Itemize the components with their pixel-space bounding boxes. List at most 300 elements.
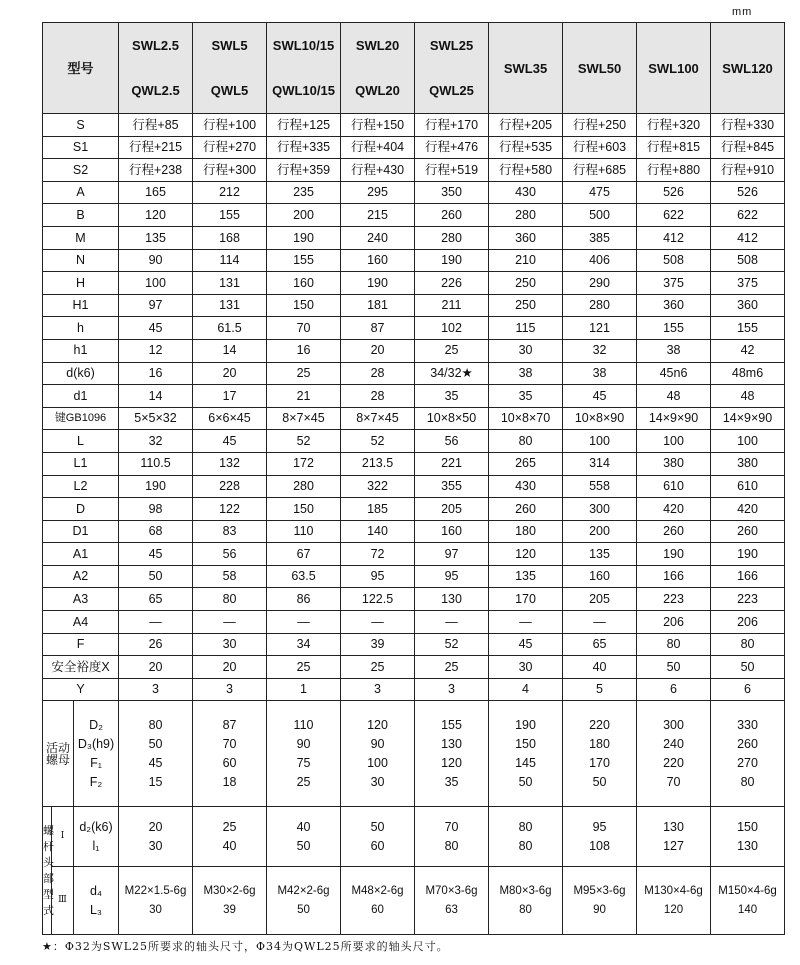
table-cell: 97	[415, 543, 489, 566]
table-cell: 160	[267, 272, 341, 295]
table-cell: 12	[119, 339, 193, 362]
type-iii-values-cell	[119, 867, 193, 935]
model-name-primary: SWL25	[429, 38, 474, 53]
table-cell: 20	[148, 819, 163, 834]
type-iii-roman: Ⅲ	[52, 867, 74, 935]
type-iii-values-cell	[193, 867, 267, 935]
table-cell: 260	[415, 204, 489, 227]
param-label: L	[43, 430, 119, 453]
table-cell: 190	[637, 543, 711, 566]
table-cell: 135	[489, 565, 563, 588]
model-column-header	[193, 23, 267, 114]
table-cell: 90	[296, 736, 311, 751]
table-row	[43, 136, 785, 159]
table-cell: 130	[663, 819, 684, 834]
model-name-primary: SWL100	[648, 60, 699, 76]
table-cell: 50	[370, 819, 385, 834]
table-cell: 行程+205	[489, 114, 563, 137]
table-cell: 45	[193, 430, 267, 453]
table-cell: 131	[193, 272, 267, 295]
table-cell: 300	[563, 498, 637, 521]
table-cell: 行程+815	[637, 136, 711, 159]
table-cell: 5×5×32	[119, 407, 193, 430]
table-cell: 17	[193, 385, 267, 408]
table-cell: 3	[119, 678, 193, 701]
model-name-primary: SWL5	[211, 38, 248, 53]
table-cell: 205	[415, 498, 489, 521]
model-column-header	[711, 23, 785, 114]
table-cell: 39	[341, 633, 415, 656]
table-cell: 60	[222, 755, 237, 770]
table-cell: 526	[711, 181, 785, 204]
param-label: 键GB1096	[43, 407, 119, 430]
nut-values-cell	[637, 701, 711, 807]
table-row	[43, 317, 785, 340]
table-cell: 20	[193, 656, 267, 679]
table-cell: 26	[119, 633, 193, 656]
table-cell: 420	[637, 498, 711, 521]
table-cell: 132	[193, 452, 267, 475]
table-cell: 375	[711, 272, 785, 295]
table-cell: 150	[267, 498, 341, 521]
type-iii-values-cell	[489, 867, 563, 935]
table-cell: 160	[341, 249, 415, 272]
table-cell: 30	[148, 838, 163, 853]
table-cell: 行程+215	[119, 136, 193, 159]
table-cell: 70	[444, 819, 459, 834]
table-cell: 1	[267, 678, 341, 701]
table-row	[43, 159, 785, 182]
table-cell: 80	[444, 838, 459, 853]
table-cell: 52	[341, 430, 415, 453]
nut-values-cell	[711, 701, 785, 807]
table-cell: 87	[341, 317, 415, 340]
table-cell: 45n6	[637, 362, 711, 385]
table-cell: 48	[637, 385, 711, 408]
table-cell: M22×1.5-6g	[124, 884, 187, 897]
table-cell: 61.5	[193, 317, 267, 340]
table-cell: 110	[267, 520, 341, 543]
table-cell: 56	[193, 543, 267, 566]
table-cell: 行程+535	[489, 136, 563, 159]
table-cell: 50	[119, 565, 193, 588]
table-cell: 行程+910	[711, 159, 785, 182]
table-cell: 48m6	[711, 362, 785, 385]
table-cell: 155	[637, 317, 711, 340]
table-cell: 34	[267, 633, 341, 656]
table-cell: 56	[415, 430, 489, 453]
table-cell: 430	[489, 181, 563, 204]
table-cell: 558	[563, 475, 637, 498]
table-cell: 80	[193, 588, 267, 611]
table-cell: —	[119, 611, 193, 634]
table-cell: 102	[415, 317, 489, 340]
table-cell: 260	[637, 520, 711, 543]
table-cell: 75	[296, 755, 311, 770]
table-cell: 380	[637, 452, 711, 475]
model-header	[43, 23, 119, 114]
table-cell: 508	[711, 249, 785, 272]
table-cell: 90	[370, 736, 385, 751]
nut-param-label: D₂	[89, 717, 103, 732]
table-cell: 130	[737, 838, 758, 853]
footnote: ★：Φ32为SWL25所要求的轴头尺寸，Φ34为QWL25所要求的轴头尺寸。	[42, 940, 449, 953]
table-cell: 行程+880	[637, 159, 711, 182]
table-cell: 30	[193, 633, 267, 656]
table-cell: 95	[415, 565, 489, 588]
table-cell: 412	[711, 226, 785, 249]
table-cell: 360	[711, 294, 785, 317]
table-cell: 322	[341, 475, 415, 498]
table-cell: M130×4-6g	[644, 884, 703, 897]
shaft-type-iii-row	[43, 867, 785, 935]
table-cell: 行程+85	[119, 114, 193, 137]
table-row	[43, 678, 785, 701]
table-cell: 39	[223, 903, 236, 916]
table-cell: 80	[711, 633, 785, 656]
table-cell: 170	[589, 755, 610, 770]
table-cell: 40	[296, 819, 311, 834]
table-cell: 406	[563, 249, 637, 272]
table-cell: 100	[711, 430, 785, 453]
table-cell: 行程+170	[415, 114, 489, 137]
table-cell: 20	[341, 339, 415, 362]
type-i-values-cell	[267, 807, 341, 867]
table-cell: 155	[267, 249, 341, 272]
table-cell: 265	[489, 452, 563, 475]
table-cell: 122.5	[341, 588, 415, 611]
table-row	[43, 385, 785, 408]
model-column-header	[563, 23, 637, 114]
table-cell: 80	[148, 717, 163, 732]
table-cell: 210	[489, 249, 563, 272]
type-iii-values-cell	[637, 867, 711, 935]
table-cell: 500	[563, 204, 637, 227]
table-cell: 25	[415, 656, 489, 679]
table-cell: 32	[119, 430, 193, 453]
table-cell: 25	[341, 656, 415, 679]
param-label: d(k6)	[43, 362, 119, 385]
shaft-param-label: d₄	[89, 883, 103, 898]
table-cell: 15	[148, 774, 163, 789]
table-cell: 155	[711, 317, 785, 340]
table-cell: 14×9×90	[637, 407, 711, 430]
param-label: L2	[43, 475, 119, 498]
table-cell: 155	[193, 204, 267, 227]
type-i-roman: I	[52, 807, 74, 867]
table-cell: 355	[415, 475, 489, 498]
table-cell: 114	[193, 249, 267, 272]
table-row	[43, 475, 785, 498]
table-cell: 100	[367, 755, 388, 770]
table-cell: 110.5	[119, 452, 193, 475]
table-cell: 45	[563, 385, 637, 408]
table-cell: 72	[341, 543, 415, 566]
table-cell: 80	[518, 838, 533, 853]
table-cell: 80	[518, 819, 533, 834]
table-row	[43, 498, 785, 521]
table-cell: 260	[737, 736, 758, 751]
param-label: S2	[43, 159, 119, 182]
table-cell: 45	[148, 755, 163, 770]
table-cell: 127	[663, 838, 684, 853]
table-cell: 80	[740, 774, 755, 789]
table-cell: 165	[119, 181, 193, 204]
table-cell: 120	[489, 543, 563, 566]
table-cell: 70	[222, 736, 237, 751]
model-name-secondary: QWL25	[429, 83, 474, 98]
table-cell: 200	[267, 204, 341, 227]
table-cell: 226	[415, 272, 489, 295]
table-cell: 250	[489, 272, 563, 295]
table-cell: 10×8×90	[563, 407, 637, 430]
table-cell: 181	[341, 294, 415, 317]
table-cell: —	[267, 611, 341, 634]
table-cell: 220	[589, 717, 610, 732]
table-cell: 行程+150	[341, 114, 415, 137]
model-column-header	[415, 23, 489, 114]
table-cell: 120	[367, 717, 388, 732]
param-label: h	[43, 317, 119, 340]
nut-values-cell	[489, 701, 563, 807]
type-iii-values-cell	[341, 867, 415, 935]
table-cell: 63	[445, 903, 458, 916]
table-cell: 35	[415, 385, 489, 408]
table-cell: 190	[711, 543, 785, 566]
table-cell: 行程+300	[193, 159, 267, 182]
table-cell: 5	[563, 678, 637, 701]
table-cell: 90	[119, 249, 193, 272]
table-cell: 610	[711, 475, 785, 498]
table-cell: 212	[193, 181, 267, 204]
table-cell: 430	[489, 475, 563, 498]
table-cell: 172	[267, 452, 341, 475]
table-cell: 622	[637, 204, 711, 227]
table-cell: 14	[119, 385, 193, 408]
table-cell: 190	[119, 475, 193, 498]
table-cell: 300	[663, 717, 684, 732]
table-cell: 122	[193, 498, 267, 521]
table-cell: —	[415, 611, 489, 634]
nut-side-label: 活动螺母	[43, 701, 74, 807]
table-cell: 228	[193, 475, 267, 498]
table-cell: 行程+125	[267, 114, 341, 137]
table-cell: 14×9×90	[711, 407, 785, 430]
table-cell: 95	[341, 565, 415, 588]
table-cell: 110	[293, 717, 314, 732]
table-cell: 50	[592, 774, 607, 789]
table-cell: 行程+250	[563, 114, 637, 137]
table-cell: 290	[563, 272, 637, 295]
shaft-side-label: 螺杆头部型式	[43, 807, 52, 935]
table-cell: 行程+580	[489, 159, 563, 182]
table-cell: 21	[267, 385, 341, 408]
param-label: Y	[43, 678, 119, 701]
table-cell: 240	[663, 736, 684, 751]
table-cell: 135	[563, 543, 637, 566]
type-iii-values-cell	[711, 867, 785, 935]
model-name-primary: SWL20	[355, 38, 400, 53]
table-cell: 98	[119, 498, 193, 521]
table-cell: 213.5	[341, 452, 415, 475]
table-cell: 220	[663, 755, 684, 770]
param-label: S1	[43, 136, 119, 159]
model-column-header	[637, 23, 711, 114]
param-label: A2	[43, 565, 119, 588]
table-cell: 行程+100	[193, 114, 267, 137]
table-cell: 80	[637, 633, 711, 656]
table-cell: 508	[637, 249, 711, 272]
table-cell: 45	[119, 543, 193, 566]
table-cell: 50	[296, 838, 311, 853]
table-cell: 280	[415, 226, 489, 249]
table-row	[43, 543, 785, 566]
table-cell: 行程+430	[341, 159, 415, 182]
table-cell: 280	[489, 204, 563, 227]
nut-param-label: F₁	[90, 755, 102, 770]
table-cell: 223	[637, 588, 711, 611]
table-cell: 63.5	[267, 565, 341, 588]
table-cell: 206	[637, 611, 711, 634]
table-cell: 行程+476	[415, 136, 489, 159]
nut-values-cell	[341, 701, 415, 807]
table-row	[43, 114, 785, 137]
table-row	[43, 565, 785, 588]
table-cell: 30	[370, 774, 385, 789]
table-cell: 3	[341, 678, 415, 701]
table-cell: 475	[563, 181, 637, 204]
table-cell: 25	[415, 339, 489, 362]
table-cell: 10×8×70	[489, 407, 563, 430]
table-cell: 32	[563, 339, 637, 362]
table-cell: 130	[415, 588, 489, 611]
type-iii-values-cell	[415, 867, 489, 935]
param-label: A3	[43, 588, 119, 611]
table-cell: 190	[341, 272, 415, 295]
table-row	[43, 520, 785, 543]
table-cell: 180	[589, 736, 610, 751]
nut-values-cell	[119, 701, 193, 807]
table-cell: 25	[296, 774, 311, 789]
table-cell: 42	[711, 339, 785, 362]
nut-values-cell	[193, 701, 267, 807]
table-row	[43, 633, 785, 656]
table-cell: 185	[341, 498, 415, 521]
table-cell: 50	[148, 736, 163, 751]
table-cell: 65	[563, 633, 637, 656]
nut-values-cell	[267, 701, 341, 807]
table-cell: 115	[489, 317, 563, 340]
table-cell: 35	[444, 774, 459, 789]
table-row	[43, 656, 785, 679]
table-cell: 16	[119, 362, 193, 385]
table-cell: 18	[222, 774, 237, 789]
table-cell: 260	[711, 520, 785, 543]
param-label: B	[43, 204, 119, 227]
shaft-param-label: l₁	[92, 838, 100, 853]
table-cell: 80	[489, 430, 563, 453]
table-cell: 45	[489, 633, 563, 656]
param-label: H1	[43, 294, 119, 317]
header-row	[43, 23, 785, 114]
table-cell: 28	[341, 362, 415, 385]
param-label: d1	[43, 385, 119, 408]
table-cell: 30	[149, 903, 162, 916]
spec-table-body	[43, 23, 785, 935]
table-cell: 280	[563, 294, 637, 317]
table-row	[43, 452, 785, 475]
table-cell: —	[193, 611, 267, 634]
table-row	[43, 226, 785, 249]
table-cell: 25	[267, 362, 341, 385]
type-i-values-cell	[119, 807, 193, 867]
table-cell: 215	[341, 204, 415, 227]
table-cell: 150	[267, 294, 341, 317]
table-row	[43, 588, 785, 611]
table-cell: 330	[737, 717, 758, 732]
table-cell: 140	[737, 903, 758, 916]
table-cell: 48	[711, 385, 785, 408]
nut-param-label: D₃(h9)	[77, 736, 115, 751]
table-cell: 行程+519	[415, 159, 489, 182]
table-cell: 314	[563, 452, 637, 475]
type-i-labels	[74, 807, 119, 867]
table-cell: 38	[637, 339, 711, 362]
table-cell: 50	[711, 656, 785, 679]
table-cell: 34/32★	[415, 362, 489, 385]
table-cell: 145	[515, 755, 536, 770]
nut-values-cell	[563, 701, 637, 807]
table-cell: 行程+845	[711, 136, 785, 159]
param-label: S	[43, 114, 119, 137]
table-cell: 260	[489, 498, 563, 521]
type-i-values-cell	[637, 807, 711, 867]
model-name-primary: SWL10/15	[272, 38, 335, 53]
table-cell: 16	[267, 339, 341, 362]
table-cell: 25	[222, 819, 237, 834]
table-cell: 60	[370, 838, 385, 853]
param-label: A4	[43, 611, 119, 634]
table-cell: 3	[415, 678, 489, 701]
table-cell: 150	[515, 736, 536, 751]
table-cell: 221	[415, 452, 489, 475]
table-cell: 360	[637, 294, 711, 317]
table-row	[43, 407, 785, 430]
shaft-type-i-row	[43, 807, 785, 867]
table-cell: 行程+335	[267, 136, 341, 159]
model-name-secondary: QWL5	[210, 83, 249, 98]
table-cell: 行程+603	[563, 136, 637, 159]
table-cell: 380	[711, 452, 785, 475]
table-row	[43, 204, 785, 227]
table-cell: 45	[119, 317, 193, 340]
type-iii-values-cell	[267, 867, 341, 935]
type-i-values-cell	[415, 807, 489, 867]
table-row	[43, 249, 785, 272]
table-row	[43, 181, 785, 204]
table-cell: M30×2-6g	[203, 884, 256, 897]
shaft-param-label: L₃	[89, 902, 103, 917]
table-cell: 80	[519, 903, 532, 916]
param-label: A1	[43, 543, 119, 566]
type-i-values-cell	[711, 807, 785, 867]
table-cell: 95	[592, 819, 607, 834]
table-cell: 130	[441, 736, 462, 751]
table-cell: 86	[267, 588, 341, 611]
table-cell: 行程+320	[637, 114, 711, 137]
type-iii-labels	[74, 867, 119, 935]
table-cell: 10×8×50	[415, 407, 489, 430]
